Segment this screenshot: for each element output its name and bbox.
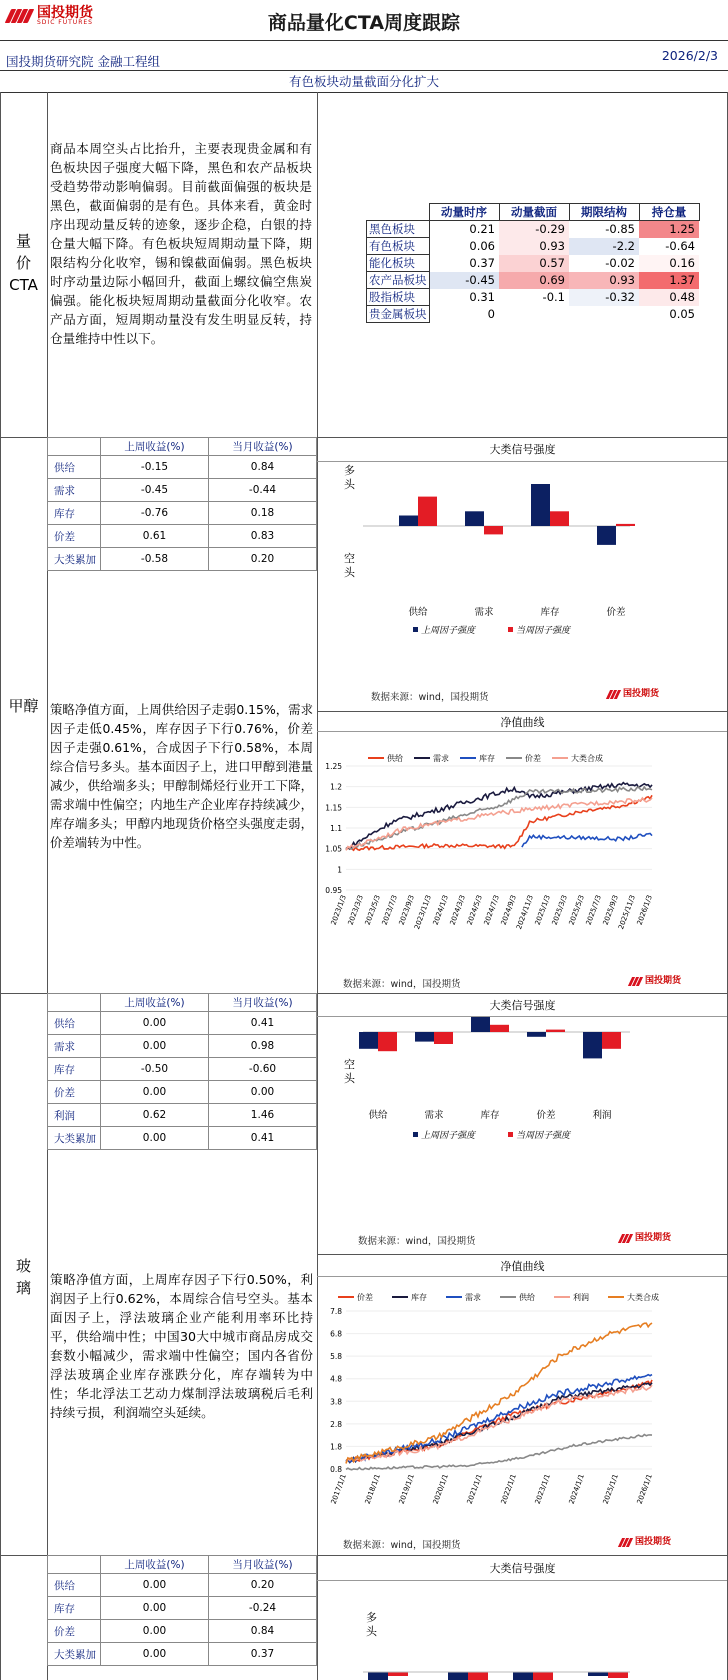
cta-section-label: 量 价 CTA xyxy=(9,232,38,294)
weekly-return: 0.00 xyxy=(101,1620,209,1643)
x-tick-label: 2023/1/3 xyxy=(329,893,348,927)
y-tick-label: 1.1 xyxy=(330,824,342,833)
category-label: 库存 xyxy=(480,1110,500,1121)
weekly-return: -0.45 xyxy=(101,479,209,502)
data-source: 数据来源：wind，国投期货 xyxy=(343,1540,461,1551)
heatmap-row-label: 贵金属板块 xyxy=(367,306,430,323)
heatmap-col-header: 动量时序 xyxy=(429,204,499,221)
methanol-return-table xyxy=(47,437,317,571)
y-tick-label: 0.8 xyxy=(330,1465,342,1474)
heatmap-cell: 0.37 xyxy=(429,255,499,272)
heatmap-cell: -0.64 xyxy=(639,238,699,255)
bar xyxy=(448,1672,468,1680)
table-header: 当月收益(%) xyxy=(209,994,317,1012)
x-tick-label: 2024/3/3 xyxy=(448,893,467,927)
y-tick-label: 1.05 xyxy=(325,844,342,854)
monthly-return: 0.20 xyxy=(209,548,317,571)
x-tick-label: 2024/11/3 xyxy=(515,893,535,931)
y-tick-label: 1.8 xyxy=(330,1442,342,1452)
monthly-return: 0.20 xyxy=(209,1574,317,1597)
table-row xyxy=(48,479,317,502)
table-header: 上周收益(%) xyxy=(101,994,209,1012)
weekly-return: -0.50 xyxy=(101,1058,209,1081)
x-tick-label: 2023/5/3 xyxy=(363,893,382,927)
factor-name: 大类累加 xyxy=(48,1127,101,1150)
heatmap-col-header: 期限结构 xyxy=(569,204,639,221)
x-tick-label: 2025/3/3 xyxy=(550,893,569,927)
weekly-return: 0.00 xyxy=(101,1012,209,1035)
y-tick-label: 5.8 xyxy=(330,1352,342,1362)
heatmap-cell: 0.31 xyxy=(429,289,499,306)
long-label: 多 xyxy=(344,464,355,477)
legend-label: 需求 xyxy=(433,754,449,763)
bar xyxy=(533,1672,553,1680)
monthly-return: 1.46 xyxy=(209,1104,317,1127)
factor-name: 价差 xyxy=(48,1081,101,1104)
bar-价差 xyxy=(616,524,635,526)
table-header: 当月收益(%) xyxy=(209,438,317,456)
bar-价差 xyxy=(527,1032,546,1037)
y-tick-label: 6.8 xyxy=(330,1329,342,1339)
heatmap-cell: 0.57 xyxy=(499,255,569,272)
category-label: 库存 xyxy=(540,607,560,618)
weekly-return: -0.15 xyxy=(101,456,209,479)
x-tick-label: 2024/5/3 xyxy=(465,893,484,927)
bar-供给 xyxy=(378,1032,397,1051)
methanol-section-label: 甲醇 xyxy=(8,697,39,715)
legend-label: 上周因子强度 xyxy=(421,626,476,636)
weekly-return: -0.76 xyxy=(101,502,209,525)
x-tick-label: 2026/1/1 xyxy=(635,1472,654,1506)
heatmap-cell: -0.02 xyxy=(569,255,639,272)
legend-label: 当周因子强度 xyxy=(516,626,571,636)
fourth-bar-title: 大类信号强度 xyxy=(489,1562,556,1575)
x-tick-label: 2024/1/1 xyxy=(567,1472,586,1506)
weekly-return: 0.00 xyxy=(101,1574,209,1597)
x-tick-label: 2017/1/1 xyxy=(329,1472,348,1506)
category-label: 需求 xyxy=(474,607,494,618)
bar xyxy=(608,1672,628,1678)
legend-label: 大类合成 xyxy=(627,1293,659,1302)
glass-nav-chart xyxy=(318,1277,727,1553)
bar-需求 xyxy=(415,1032,434,1042)
logo-subtext: SDIC FUTURES xyxy=(37,19,93,26)
weekly-return: 0.00 xyxy=(101,1035,209,1058)
heatmap-cell: -0.85 xyxy=(569,221,639,238)
table-row xyxy=(48,1643,317,1666)
table-row xyxy=(48,548,317,571)
x-tick-label: 2023/9/3 xyxy=(397,893,416,927)
heatmap-row-label: 农产品板块 xyxy=(367,272,430,289)
category-label: 利润 xyxy=(592,1110,612,1121)
weekly-return: 0.62 xyxy=(101,1104,209,1127)
heatmap-cell: 0.16 xyxy=(639,255,699,272)
heatmap-cell: 0.93 xyxy=(499,238,569,255)
table-row xyxy=(48,1597,317,1620)
methanol-bar-title: 大类信号强度 xyxy=(489,443,556,456)
methanol-commentary: 策略净值方面，上周供给因子走弱0.15%，需求因子走低0.45%，库存因子下行0.76%，价差因子走强0.61%，合成因子下行0.58%，本周综合信号多头。基本面因子上，进口甲醇到港量减少，供给端多头；甲醇制烯烃行业开工下降，需求端中性偏空；内地生产企业库存持续减少，库存端多头；甲醇内地现货价格空头强度走弱，价差端转为中性。 xyxy=(50,702,313,850)
table-header: 上周收益(%) xyxy=(101,1556,209,1574)
y-tick-label: 7.8 xyxy=(330,1307,342,1316)
bar-需求 xyxy=(465,511,484,526)
org-name: 国投期货研究院 金融工程组 xyxy=(6,54,160,69)
heatmap-cell: 0.05 xyxy=(639,306,699,323)
heatmap-cell: 0.69 xyxy=(499,272,569,289)
bar-价差 xyxy=(546,1030,565,1032)
legend-label: 库存 xyxy=(411,1293,427,1302)
glass-return-table xyxy=(47,993,317,1150)
table-row xyxy=(48,1012,317,1035)
table-row xyxy=(48,525,317,548)
y-tick-label: 0.95 xyxy=(325,886,342,895)
monthly-return: 0.84 xyxy=(209,456,317,479)
monthly-return: -0.60 xyxy=(209,1058,317,1081)
table-header: 当月收益(%) xyxy=(209,1556,317,1574)
short-label: 头 xyxy=(344,1072,355,1085)
factor-name: 供给 xyxy=(48,456,101,479)
heatmap-cell xyxy=(499,306,569,323)
heatmap-row xyxy=(367,289,700,306)
bar-供给 xyxy=(359,1032,378,1049)
y-tick-label: 3.8 xyxy=(330,1397,342,1407)
x-tick-label: 2023/1/1 xyxy=(533,1472,552,1506)
bar-库存 xyxy=(550,511,569,526)
factor-name: 库存 xyxy=(48,1058,101,1081)
table-row xyxy=(48,1620,317,1643)
bar-供给 xyxy=(399,516,418,527)
heatmap-cell: -0.32 xyxy=(569,289,639,306)
table-row xyxy=(48,1081,317,1104)
glass-signal-chart xyxy=(318,1017,727,1267)
table-row xyxy=(48,1035,317,1058)
bar-价差 xyxy=(597,526,616,545)
bar-库存 xyxy=(471,1017,490,1032)
heatmap-cell: 0 xyxy=(429,306,499,323)
x-tick-label: 2024/1/3 xyxy=(431,893,450,927)
heatmap-row-label: 能化板块 xyxy=(367,255,430,272)
x-tick-label: 2023/11/3 xyxy=(413,893,433,931)
small-logo: 国投期货 xyxy=(620,1234,671,1243)
y-tick-label: 1 xyxy=(337,865,342,875)
heatmap-row xyxy=(367,306,700,323)
factor-heatmap xyxy=(366,203,700,323)
legend-swatch xyxy=(413,1132,418,1137)
bar-库存 xyxy=(490,1025,509,1032)
bar-供给 xyxy=(418,497,437,526)
monthly-return: 0.84 xyxy=(209,1620,317,1643)
bar xyxy=(468,1672,488,1680)
monthly-return: 0.41 xyxy=(209,1127,317,1150)
bar-需求 xyxy=(484,526,503,534)
heatmap-cell: 0.48 xyxy=(639,289,699,306)
series-line xyxy=(346,1380,652,1462)
glass-section-label: 玻 璃 xyxy=(15,1257,31,1297)
legend-label: 供给 xyxy=(387,754,403,763)
heatmap-row xyxy=(367,221,700,238)
weekly-return: 0.00 xyxy=(101,1081,209,1104)
series-line xyxy=(522,834,652,848)
legend-swatch xyxy=(508,627,513,632)
fourth-return-table xyxy=(47,1555,317,1666)
factor-name: 需求 xyxy=(48,479,101,502)
long-label: 头 xyxy=(344,478,355,491)
category-label: 价差 xyxy=(536,1110,556,1121)
table-row xyxy=(48,1058,317,1081)
factor-name: 需求 xyxy=(48,1035,101,1058)
weekly-return: 0.00 xyxy=(101,1643,209,1666)
factor-name: 供给 xyxy=(48,1012,101,1035)
heatmap-cell xyxy=(569,306,639,323)
fourth-signal-chart xyxy=(318,1660,727,1680)
monthly-return: 0.83 xyxy=(209,525,317,548)
glass-line-title: 净值曲线 xyxy=(500,1260,545,1273)
legend-label: 当周因子强度 xyxy=(516,1131,571,1141)
y-tick-label: 1.15 xyxy=(325,803,342,813)
y-tick-label: 4.8 xyxy=(330,1374,342,1384)
bar-利润 xyxy=(583,1032,602,1058)
weekly-return: 0.61 xyxy=(101,525,209,548)
heatmap-cell: -0.1 xyxy=(499,289,569,306)
x-tick-label: 2025/1/1 xyxy=(601,1472,620,1506)
bar-需求 xyxy=(434,1032,453,1044)
legend-label: 库存 xyxy=(479,754,495,763)
category-label: 价差 xyxy=(606,607,626,618)
heatmap-cell: 0.93 xyxy=(569,272,639,289)
y-tick-label: 2.8 xyxy=(330,1419,342,1429)
heatmap-row-label: 股指板块 xyxy=(367,289,430,306)
heatmap-row xyxy=(367,238,700,255)
long-label: 多 头 xyxy=(366,1611,377,1638)
weekly-return: 0.00 xyxy=(101,1597,209,1620)
y-tick-label: 1.25 xyxy=(325,762,342,771)
heatmap-cell: -2.2 xyxy=(569,238,639,255)
legend-label: 上周因子强度 xyxy=(421,1131,476,1141)
table-row xyxy=(48,1104,317,1127)
factor-name: 价差 xyxy=(48,525,101,548)
factor-name: 库存 xyxy=(48,1597,101,1620)
table-row xyxy=(48,502,317,525)
x-tick-label: 2025/1/3 xyxy=(533,893,552,927)
bar xyxy=(513,1672,533,1680)
monthly-return: 0.41 xyxy=(209,1012,317,1035)
section-title: 有色板块动量截面分化扩大 xyxy=(288,74,439,89)
heatmap-cell: 1.37 xyxy=(639,272,699,289)
legend-label: 价差 xyxy=(357,1293,373,1302)
table-row xyxy=(48,1127,317,1150)
x-tick-label: 2019/1/1 xyxy=(397,1472,416,1506)
table-row xyxy=(48,1574,317,1597)
heatmap-cell: 1.25 xyxy=(639,221,699,238)
report-date: 2026/2/3 xyxy=(661,48,718,63)
legend-swatch xyxy=(413,627,418,632)
bar xyxy=(368,1672,388,1680)
data-source: 数据来源：wind，国投期货 xyxy=(358,1236,476,1247)
legend-label: 供给 xyxy=(519,1293,535,1302)
legend-swatch xyxy=(508,1132,513,1137)
table-row xyxy=(48,456,317,479)
heatmap-row xyxy=(367,255,700,272)
short-label: 空 xyxy=(344,552,355,565)
y-tick-label: 1.2 xyxy=(330,782,342,792)
series-line xyxy=(346,787,652,850)
x-tick-label: 2024/7/3 xyxy=(482,893,501,927)
glass-bar-title: 大类信号强度 xyxy=(489,999,556,1012)
methanol-line-title: 净值曲线 xyxy=(500,716,545,729)
methanol-nav-chart xyxy=(318,732,727,992)
heatmap-col-header: 动量截面 xyxy=(499,204,569,221)
heatmap-cell: -0.45 xyxy=(429,272,499,289)
heatmap-row-label: 有色板块 xyxy=(367,238,430,255)
small-logo: 国投期货 xyxy=(620,1538,671,1547)
monthly-return: 0.18 xyxy=(209,502,317,525)
x-tick-label: 2020/1/1 xyxy=(431,1472,450,1506)
legend-label: 需求 xyxy=(465,1293,481,1302)
category-label: 供给 xyxy=(368,1110,388,1121)
monthly-return: -0.24 xyxy=(209,1597,317,1620)
x-tick-label: 2023/3/3 xyxy=(346,893,365,927)
page-title: 商品量化CTA周度跟踪 xyxy=(267,12,461,34)
legend-label: 利润 xyxy=(573,1293,589,1302)
weekly-return: 0.00 xyxy=(101,1127,209,1150)
bar xyxy=(588,1672,608,1676)
data-source: 数据来源：wind，国投期货 xyxy=(371,692,489,703)
factor-name: 供给 xyxy=(48,1574,101,1597)
monthly-return: 0.00 xyxy=(209,1081,317,1104)
x-tick-label: 2024/9/3 xyxy=(499,893,518,927)
legend-label: 价差 xyxy=(525,754,541,763)
small-logo: 国投期货 xyxy=(608,690,659,699)
category-label: 需求 xyxy=(424,1110,444,1121)
heatmap-cell: 0.21 xyxy=(429,221,499,238)
factor-name: 库存 xyxy=(48,502,101,525)
x-tick-label: 2025/9/3 xyxy=(601,893,620,927)
legend-label: 大类合成 xyxy=(571,754,603,763)
bar xyxy=(388,1672,408,1676)
cta-commentary: 商品本周空头占比抬升，主要表现贵金属和有色板块因子强度大幅下降，黑色和农产品板块受趋势带动影响偏弱。目前截面偏强的板块是黑色，截面偏弱的是有色。具体来看，黄金时序出现动量反转的迹象，逐步企稳，白银的持仓量大幅下降。有色板块短周期动量下降，期限结构分化收窄，锡和镍截面偏弱。黑色板块时序动量边际小幅回升，截面上螺纹偏空焦炭偏强。能化板块短周期动量截面分化收窄。农产品方面，短周期动量没有发生明显反转，持仓量维持中性以下。 xyxy=(50,141,312,346)
logo-text: 国投期货 xyxy=(37,5,93,21)
monthly-return: 0.37 xyxy=(209,1643,317,1666)
factor-name: 价差 xyxy=(48,1620,101,1643)
x-tick-label: 2026/1/3 xyxy=(635,893,654,927)
heatmap-row-label: 黑色板块 xyxy=(367,221,430,238)
factor-name: 利润 xyxy=(48,1104,101,1127)
weekly-return: -0.58 xyxy=(101,548,209,571)
x-tick-label: 2021/1/1 xyxy=(465,1472,484,1506)
short-label: 头 xyxy=(344,566,355,579)
x-tick-label: 2023/7/3 xyxy=(380,893,399,927)
monthly-return: -0.44 xyxy=(209,479,317,502)
category-label: 供给 xyxy=(408,607,428,618)
short-label: 空 xyxy=(344,1058,355,1071)
bar-库存 xyxy=(531,484,550,526)
heatmap-cell: 0.06 xyxy=(429,238,499,255)
heatmap-col-header: 持仓量 xyxy=(639,204,699,221)
heatmap-row xyxy=(367,272,700,289)
x-tick-label: 2025/11/3 xyxy=(617,893,637,931)
methanol-signal-chart xyxy=(318,462,727,712)
heatmap-cell: -0.29 xyxy=(499,221,569,238)
x-tick-label: 2018/1/1 xyxy=(363,1472,382,1506)
factor-name: 大类累加 xyxy=(48,1643,101,1666)
small-logo: 国投期货 xyxy=(630,977,681,986)
x-tick-label: 2022/1/1 xyxy=(499,1472,518,1506)
x-tick-label: 2025/7/3 xyxy=(584,893,603,927)
table-header: 上周收益(%) xyxy=(101,438,209,456)
bar-利润 xyxy=(602,1032,621,1049)
data-source: 数据来源：wind，国投期货 xyxy=(343,979,461,990)
glass-commentary: 策略净值方面，上周库存因子下行0.50%，利润因子上行0.62%，本周综合信号空头。基本面因子上，浮法玻璃企业产能利用率环比持平，供给端中性；中国30大中城市商品房成交套数小幅减少，需求端中性偏空；国内各省份浮法玻璃企业库存涨跌分化，库存端转为中性；华北浮法工艺动力煤制浮法玻璃税后毛利持续亏损，利润端空头延续。 xyxy=(50,1272,313,1420)
x-tick-label: 2025/5/3 xyxy=(567,893,586,927)
monthly-return: 0.98 xyxy=(209,1035,317,1058)
factor-name: 大类累加 xyxy=(48,548,101,571)
